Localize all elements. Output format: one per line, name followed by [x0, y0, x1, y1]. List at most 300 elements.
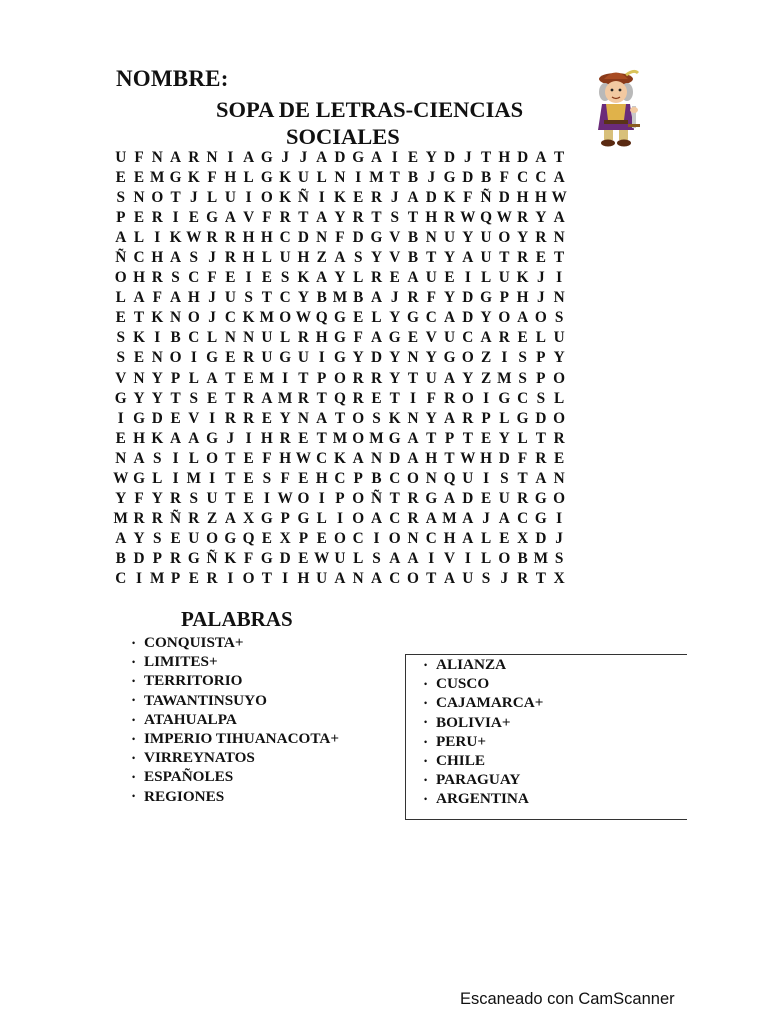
grid-letter: G — [260, 169, 273, 187]
grid-letter: K — [151, 429, 164, 447]
grid-letter: R — [462, 409, 474, 427]
grid-letter: R — [243, 409, 255, 427]
word-text: IMPERIO TIHUANACOTA+ — [144, 729, 339, 747]
grid-letter: H — [480, 449, 493, 467]
grid-letter: C — [517, 509, 529, 527]
grid-letter: E — [243, 489, 254, 507]
grid-letter: I — [464, 549, 471, 567]
grid-letter: J — [427, 169, 436, 187]
grid-letter: K — [133, 329, 145, 347]
grid-letter: B — [371, 469, 382, 487]
word-list-item — [424, 770, 543, 789]
grid-letter: D — [462, 489, 474, 507]
grid-letter: N — [151, 349, 163, 367]
grid-letter: K — [333, 449, 346, 467]
grid-letter: Y — [151, 489, 163, 507]
grid-letter: Ñ — [115, 249, 127, 267]
grid-letter: G — [279, 349, 292, 367]
word-text: CHILE — [436, 751, 485, 769]
grid-letter: R — [444, 389, 456, 407]
grid-letter: F — [517, 449, 528, 467]
word-text: BOLIVIA+ — [436, 713, 511, 731]
bullet-icon: • — [424, 775, 428, 786]
bullet-icon: • — [132, 695, 136, 706]
grid-letter: T — [554, 149, 565, 167]
grid-letter: E — [115, 169, 126, 187]
grid-letter: P — [170, 570, 181, 587]
grid-letter: D — [462, 289, 474, 307]
grid-letter: O — [534, 309, 547, 327]
grid-letter: R — [517, 570, 529, 587]
grid-letter: H — [242, 249, 255, 267]
grid-letter: G — [333, 309, 346, 327]
grid-letter: L — [517, 429, 528, 447]
grid-letter: O — [407, 570, 419, 587]
grid-letter: V — [115, 369, 127, 387]
grid-letter: A — [334, 249, 346, 267]
grid-letter: U — [498, 489, 510, 507]
grid-letter: J — [390, 189, 399, 207]
grid-letter: G — [407, 309, 419, 327]
grid-letter: N — [133, 189, 145, 207]
grid-letter: N — [243, 329, 255, 347]
grid-letter: T — [371, 209, 382, 227]
grid-letter: Y — [389, 349, 401, 367]
grid-letter: G — [260, 149, 273, 167]
grid-letter: U — [462, 570, 474, 587]
grid-letter: T — [225, 469, 236, 487]
grid-letter: C — [133, 249, 145, 267]
grid-letter: S — [372, 409, 381, 427]
grid-letter: L — [480, 529, 492, 547]
grid-letter: J — [537, 269, 545, 287]
grid-letter: L — [554, 389, 565, 407]
grid-letter: A — [224, 509, 236, 527]
grid-letter: Y — [334, 209, 346, 227]
grid-row — [112, 389, 568, 409]
grid-letter: D — [535, 529, 547, 547]
grid-letter: H — [260, 429, 273, 447]
word-text: TERRITORIO — [144, 672, 243, 690]
grid-letter: N — [316, 229, 328, 247]
grid-letter: M — [150, 570, 165, 587]
grid-letter: R — [188, 509, 200, 527]
grid-letter: L — [353, 269, 364, 287]
grid-letter: D — [370, 349, 382, 367]
grid-letter: G — [133, 409, 145, 427]
grid-letter: G — [352, 149, 365, 167]
grid-letter: C — [535, 169, 547, 187]
grid-letter: F — [207, 269, 217, 287]
grid-letter: E — [243, 449, 254, 467]
grid-letter: L — [133, 229, 145, 247]
word-list-item — [132, 671, 339, 690]
grid-letter: U — [334, 549, 346, 567]
grid-letter: A — [316, 149, 328, 167]
grid-letter: J — [463, 149, 472, 167]
grid-letter: S — [189, 249, 199, 267]
word-list-item — [424, 751, 543, 770]
grid-letter: R — [352, 209, 364, 227]
grid-letter: T — [426, 570, 437, 587]
grid-letter: G — [425, 489, 438, 507]
grid-letter: N — [115, 449, 127, 467]
grid-letter: E — [407, 149, 419, 167]
grid-letter: P — [536, 369, 546, 387]
grid-letter: M — [442, 509, 457, 527]
bullet-icon: • — [132, 791, 136, 802]
grid-letter: U — [425, 369, 437, 387]
grid-letter: E — [298, 429, 309, 447]
grid-letter: E — [316, 529, 327, 547]
worksheet-title — [216, 96, 586, 150]
grid-letter: H — [315, 469, 328, 487]
grid-letter: B — [480, 169, 492, 187]
conquistador-cartoon-icon — [588, 68, 658, 148]
grid-letter: X — [553, 570, 565, 587]
grid-letter: P — [335, 489, 345, 507]
grid-letter: A — [206, 369, 218, 387]
bullet-icon: • — [424, 717, 428, 728]
grid-row — [112, 529, 568, 549]
grid-letter: F — [134, 149, 144, 167]
grid-letter: A — [480, 329, 492, 347]
grid-letter: T — [462, 429, 473, 447]
grid-letter: H — [534, 189, 547, 207]
grid-letter: J — [281, 149, 289, 167]
grid-letter: A — [444, 309, 456, 327]
word-text: TAWANTINSUYO — [144, 691, 267, 709]
grid-letter: D — [498, 449, 510, 467]
grid-letter: Y — [151, 389, 163, 407]
grid-letter: E — [261, 409, 272, 427]
grid-letter: S — [189, 389, 199, 407]
grid-letter: D — [462, 169, 474, 187]
grid-letter: S — [116, 349, 125, 367]
grid-letter: T — [426, 429, 437, 447]
grid-letter: X — [279, 529, 291, 547]
grid-letter: R — [170, 549, 182, 567]
grid-letter: N — [407, 529, 419, 547]
grid-letter: O — [242, 570, 255, 587]
grid-letter: C — [188, 329, 200, 347]
grid-letter: N — [425, 469, 437, 487]
grid-letter: P — [116, 209, 126, 227]
grid-letter: M — [332, 429, 348, 447]
grid-letter: O — [498, 549, 511, 567]
grid-letter: L — [243, 169, 254, 187]
grid-letter: Y — [115, 489, 127, 507]
grid-letter: C — [115, 570, 127, 587]
grid-letter: C — [279, 229, 291, 247]
grid-letter: Y — [370, 249, 382, 267]
grid-letter: E — [353, 309, 364, 327]
grid-letter: D — [517, 149, 529, 167]
camscanner-footer: Escaneado con CamScanner — [460, 990, 675, 1008]
grid-row — [112, 308, 568, 328]
grid-letter: T — [225, 389, 236, 407]
grid-letter: E — [353, 189, 364, 207]
grid-letter: U — [316, 570, 328, 587]
grid-letter: G — [260, 549, 273, 567]
grid-letter: Y — [133, 529, 145, 547]
grid-letter: L — [316, 509, 327, 527]
grid-letter: E — [243, 369, 254, 387]
grid-letter: K — [151, 309, 164, 327]
grid-letter: K — [169, 229, 182, 247]
grid-letter: R — [444, 209, 456, 227]
grid-letter: F — [426, 289, 436, 307]
bullet-icon: • — [132, 714, 136, 725]
grid-letter: F — [280, 469, 290, 487]
grid-letter: G — [534, 489, 547, 507]
grid-letter: R — [407, 289, 419, 307]
grid-letter: G — [370, 229, 383, 247]
grid-letter: A — [462, 249, 474, 267]
grid-letter: O — [279, 309, 292, 327]
grid-letter: W — [496, 209, 512, 227]
grid-letter: U — [206, 489, 218, 507]
grid-letter: F — [152, 289, 162, 307]
grid-letter: W — [186, 229, 202, 247]
word-list-item — [132, 767, 339, 786]
grid-letter: I — [336, 509, 343, 527]
grid-letter: N — [224, 329, 236, 347]
grid-letter: N — [133, 369, 145, 387]
grid-row — [112, 268, 568, 288]
grid-row — [112, 429, 568, 449]
grid-letter: C — [389, 469, 401, 487]
grid-letter: H — [315, 329, 328, 347]
grid-letter: Y — [535, 209, 547, 227]
grid-letter: H — [443, 529, 456, 547]
grid-letter: O — [333, 529, 346, 547]
grid-letter: K — [516, 269, 529, 287]
grid-row — [112, 188, 568, 208]
grid-letter: K — [242, 309, 255, 327]
grid-letter: M — [186, 469, 202, 487]
grid-letter: N — [553, 229, 565, 247]
grid-letter: Q — [333, 389, 346, 407]
word-list-item — [424, 732, 543, 751]
grid-letter: I — [227, 149, 234, 167]
grid-letter: E — [535, 249, 546, 267]
grid-letter: S — [171, 269, 180, 287]
grid-letter: A — [517, 309, 529, 327]
grid-letter: T — [480, 149, 492, 167]
grid-letter: I — [245, 189, 252, 207]
grid-row — [112, 208, 568, 228]
grid-letter: T — [407, 369, 419, 387]
grid-letter: H — [297, 249, 310, 267]
grid-letter: I — [154, 229, 161, 247]
grid-letter: G — [516, 409, 529, 427]
grid-letter: F — [499, 169, 509, 187]
grid-letter: R — [279, 209, 291, 227]
grid-letter: Y — [498, 429, 510, 447]
grid-letter: P — [280, 509, 290, 527]
grid-letter: J — [208, 289, 216, 307]
grid-letter: R — [407, 509, 419, 527]
grid-letter: S — [481, 570, 491, 587]
grid-letter: I — [318, 189, 325, 207]
grid-letter: U — [261, 329, 273, 347]
grid-letter: O — [461, 389, 474, 407]
grid-letter: O — [553, 489, 566, 507]
grid-letter: I — [318, 349, 325, 367]
grid-letter: S — [262, 469, 272, 487]
grid-letter: T — [298, 369, 309, 387]
grid-letter: A — [407, 449, 419, 467]
grid-letter: A — [425, 509, 437, 527]
grid-letter: R — [133, 509, 145, 527]
grid-letter: Y — [389, 369, 401, 387]
grid-letter: Q — [315, 309, 328, 327]
grid-letter: I — [227, 570, 234, 587]
grid-letter: I — [263, 489, 270, 507]
grid-letter: J — [500, 570, 509, 587]
grid-letter: M — [332, 289, 348, 307]
grid-letter: U — [224, 189, 236, 207]
grid-letter: T — [334, 409, 346, 427]
grid-letter: A — [407, 269, 419, 287]
grid-letter: H — [498, 149, 511, 167]
grid-letter: C — [188, 269, 200, 287]
grid-letter: E — [170, 529, 181, 547]
grid-letter: E — [133, 349, 145, 367]
grid-letter: C — [517, 389, 529, 407]
grid-letter: E — [170, 409, 181, 427]
grid-letter: U — [462, 469, 474, 487]
grid-letter: R — [224, 229, 236, 247]
grid-letter: B — [115, 549, 126, 567]
grid-letter: E — [261, 269, 272, 287]
grid-letter: U — [261, 349, 273, 367]
grid-letter: F — [262, 209, 272, 227]
grid-letter: H — [425, 209, 438, 227]
grid-letter: D — [297, 229, 309, 247]
word-text: PERU+ — [436, 732, 486, 750]
grid-letter: Z — [480, 369, 492, 387]
grid-letter: O — [407, 469, 419, 487]
grid-letter: F — [134, 489, 144, 507]
grid-letter: P — [444, 429, 455, 447]
grid-letter: E — [133, 169, 145, 187]
grid-letter: N — [553, 289, 565, 307]
grid-letter: L — [480, 269, 492, 287]
grid-letter: N — [407, 349, 419, 367]
bullet-icon: • — [132, 637, 136, 648]
grid-letter: O — [352, 489, 365, 507]
grid-letter: A — [170, 289, 182, 307]
grid-letter: T — [407, 209, 419, 227]
grid-letter: G — [133, 469, 145, 487]
grid-letter: E — [298, 469, 309, 487]
grid-letter: G — [388, 329, 401, 347]
grid-letter: H — [516, 289, 529, 307]
grid-letter: A — [407, 549, 419, 567]
grid-letter: M — [497, 369, 512, 387]
grid-letter: N — [370, 449, 382, 467]
grid-letter: V — [188, 409, 200, 427]
grid-row — [112, 168, 568, 188]
grid-letter: B — [170, 329, 181, 347]
grid-letter: H — [279, 449, 292, 467]
grid-letter: K — [279, 169, 292, 187]
grid-letter: Z — [206, 509, 218, 527]
grid-letter: Y — [334, 269, 346, 287]
grid-letter: L — [188, 449, 199, 467]
grid-letter: E — [554, 449, 565, 467]
grid-letter: S — [153, 449, 162, 467]
grid-letter: R — [535, 449, 547, 467]
grid-letter: G — [206, 349, 219, 367]
grid-row — [112, 328, 568, 348]
grid-letter: W — [314, 549, 330, 567]
grid-letter: T — [316, 429, 327, 447]
grid-letter: T — [444, 449, 455, 467]
grid-letter: R — [224, 249, 236, 267]
grid-letter: I — [209, 469, 216, 487]
grid-letter: N — [553, 469, 565, 487]
grid-letter: K — [187, 169, 200, 187]
grid-letter: E — [243, 469, 254, 487]
grid-letter: T — [261, 570, 272, 587]
grid-letter: L — [371, 309, 382, 327]
grid-letter: G — [333, 329, 346, 347]
grid-letter: A — [389, 549, 401, 567]
grid-letter: A — [133, 449, 145, 467]
grid-letter: O — [169, 349, 182, 367]
grid-letter: C — [389, 570, 401, 587]
word-list-item — [132, 729, 339, 748]
grid-letter: A — [115, 529, 127, 547]
grid-letter: N — [407, 409, 419, 427]
bullet-icon: • — [424, 736, 428, 747]
grid-letter: H — [516, 189, 529, 207]
grid-letter: W — [460, 449, 476, 467]
grid-letter: A — [444, 489, 456, 507]
grid-letter: O — [187, 309, 200, 327]
grid-letter: O — [151, 189, 164, 207]
grid-letter: V — [444, 549, 456, 567]
grid-letter: Y — [462, 369, 474, 387]
palabras-heading: PALABRAS — [181, 607, 293, 631]
grid-letter: I — [282, 369, 289, 387]
grid-letter: F — [207, 169, 217, 187]
grid-letter: H — [242, 229, 255, 247]
grid-letter: J — [482, 509, 490, 527]
grid-letter: Ñ — [480, 189, 492, 207]
grid-letter: I — [373, 529, 380, 547]
grid-letter: D — [334, 149, 346, 167]
grid-letter: F — [262, 449, 272, 467]
grid-letter: T — [517, 469, 528, 487]
grid-row — [112, 148, 568, 168]
grid-letter: U — [480, 229, 492, 247]
grid-letter: E — [261, 529, 272, 547]
grid-letter: C — [425, 529, 437, 547]
grid-letter: B — [407, 249, 419, 267]
grid-letter: G — [443, 349, 456, 367]
grid-letter: Z — [316, 249, 327, 267]
grid-letter: O — [498, 309, 511, 327]
grid-row — [112, 348, 568, 368]
grid-letter: R — [170, 489, 182, 507]
grid-letter: L — [261, 249, 272, 267]
grid-letter: A — [498, 509, 510, 527]
grid-letter: U — [444, 229, 456, 247]
